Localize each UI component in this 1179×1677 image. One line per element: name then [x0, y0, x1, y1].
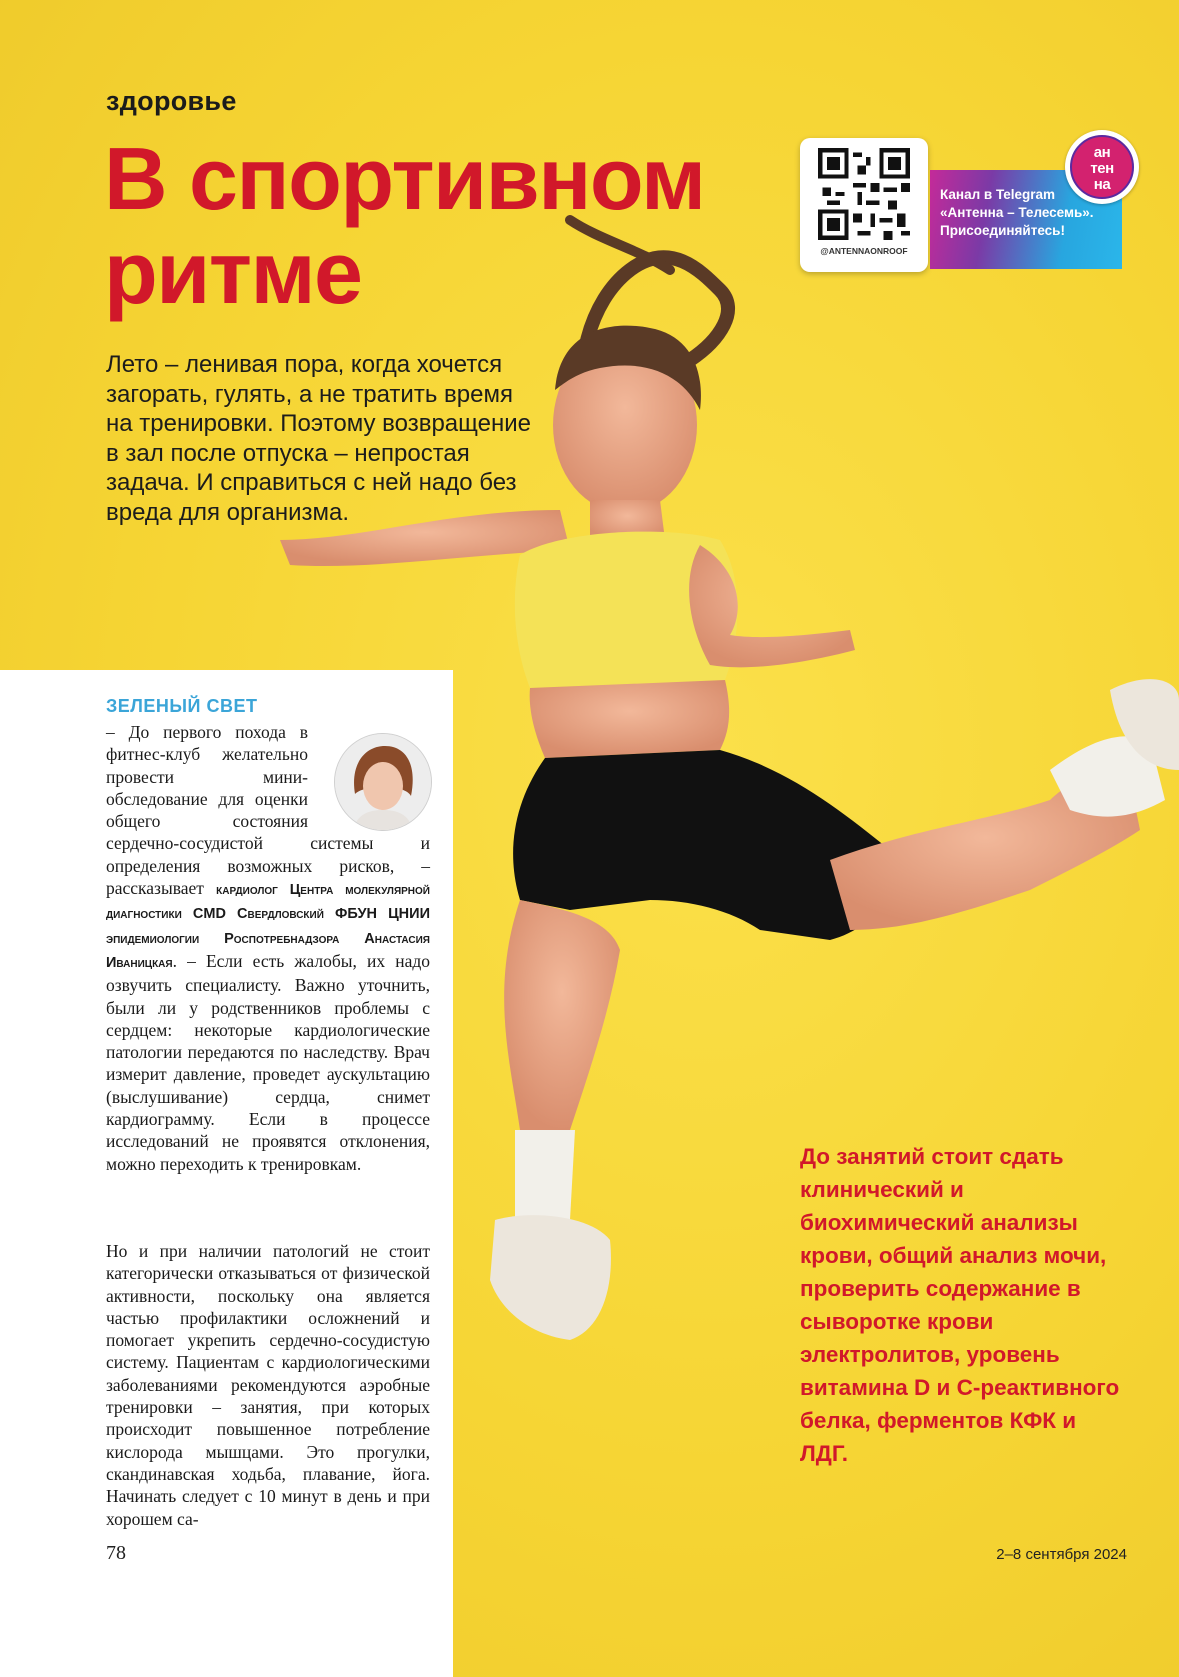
column-heading: ЗЕЛЕНЫЙ СВЕТ [106, 696, 258, 716]
headline: В спортивном ритме [104, 129, 705, 322]
right-arm [689, 545, 855, 667]
black-shorts [513, 750, 895, 940]
section-label: здоровье [106, 86, 237, 116]
expert-avatar [334, 733, 432, 831]
column-paragraph-1: – До первого похода в фитнес-клуб желательно провести мини-обследование для оценки общего состояния сердечно-сосудистой системы и определения возможных рисков, – рассказывает кардиолог Центра молекулярной диагностики CMD Свердловский ФБУН ЦНИИ эпидемиологии Роспотребнадзора Анастасия Иваницкая. – Если есть жалобы, их надо озвучить специалисту. Важно уточнить, были ли у родственников проблемы с сердцем: некоторые кардиологические патологии передаются по наследству. Врач измерит давление, проведет аускультацию (выслушивание) сердца, снимет кардиограмму. Если в процессе исследований не проявятся отклонения, можно переходить к тренировкам. [106, 722, 430, 1174]
qr-code-icon [818, 148, 910, 240]
qr-handle: @ANTENNAONROOF [820, 246, 908, 256]
qr-code-card[interactable] [800, 138, 928, 272]
front-leg [504, 900, 620, 1130]
callout-quote: До занятий стоит сдать клинический и биохимический анализы крови, общий анализ мочи, проверить содержание в сыворотке крови электролитов, уровень витамина D и С-реактивного белка, ферментов КФК и ЛДГ. [800, 1144, 1120, 1466]
expert-credit: кардиолог Центра молекулярной диагностики CMD Свердловский ФБУН ЦНИИ эпидемиологии Роспотребнадзора Анастасия Иваницкая [106, 882, 430, 971]
issue-date: 2–8 сентября 2024 [996, 1546, 1127, 1563]
antenna-logo: ан тен на [1065, 130, 1139, 204]
column-paragraph-2: Но и при наличии патологий не стоит категорически отказываться от физической активности, поскольку она является частью профилактики осложнений и помогает укрепить сердечно-сосудистую систему. Пациентам с кардиологическими заболеваниями рекомендуются аэробные тренировки – занятия, при которых происходит повышенное потребление кислорода мышцами. Это прогулки, скандинавская ходьба, плавание, йога. Начинать следует с 10 минут в день и при хорошем са- [106, 1241, 430, 1529]
page-number: 78 [106, 1542, 126, 1564]
sneaker-front [490, 1215, 611, 1340]
telegram-promo-text: Канал в Telegram «Антенна – Телесемь». Присоединяйтесь! [940, 187, 1094, 238]
lead-paragraph: Лето – ленивая пора, когда хочется загорать, гулять, а не тратить время на тренировки. Поэтому возвращение в зал после отпуска – непростая задача. И справиться с ней надо без вреда для организма. [106, 351, 531, 526]
